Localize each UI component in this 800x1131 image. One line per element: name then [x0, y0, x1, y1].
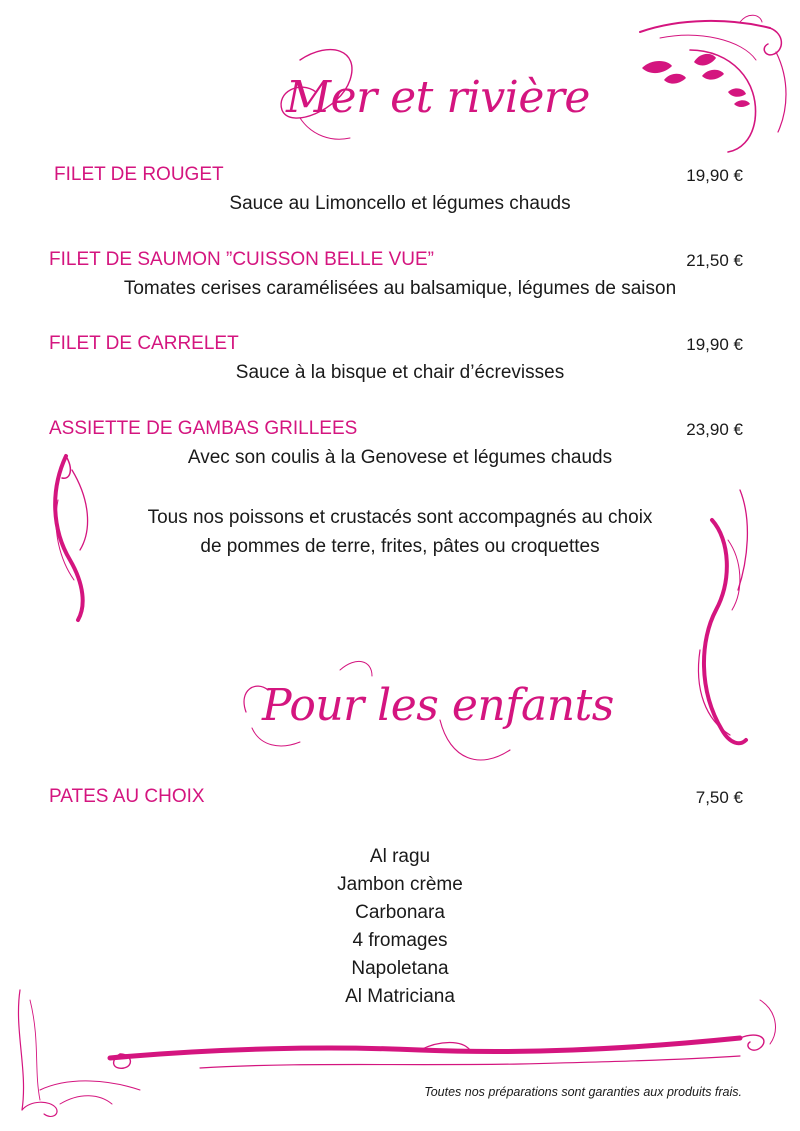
dish-description: Tomates cerises caramélisées au balsamique, légumes de saison: [123, 278, 677, 299]
footer-note: Toutes nos préparations sont garanties aux produits frais.: [424, 1085, 742, 1099]
dish-price: 19,90 €: [686, 335, 743, 354]
leaf-cluster: [642, 54, 750, 107]
dish-description: Avec son coulis à la Genovese et légumes chauds: [187, 447, 613, 468]
dish-name: PATES AU CHOIX: [49, 786, 205, 807]
list-item: 4 fromages: [352, 930, 448, 951]
list-item: Al Matriciana: [345, 986, 455, 1007]
pasta-choices-list: [0, 843, 800, 1011]
dish-row: [49, 333, 743, 355]
list-item: Carbonara: [355, 902, 445, 923]
dish-name: FILET DE CARRELET: [49, 333, 239, 354]
dish-description: Sauce à la bisque et chair d’écrevisses: [235, 362, 565, 383]
dish-price: 19,90 €: [686, 166, 743, 185]
dish-row: [49, 164, 743, 186]
dish-price: 23,90 €: [686, 420, 743, 439]
dish-name: FILET DE ROUGET: [54, 164, 224, 185]
section-title-kids: Pour les enfants: [262, 680, 614, 731]
note-line: Tous nos poissons et crustacés sont accompagnés au choix: [147, 507, 653, 528]
note-line: de pommes de terre, frites, pâtes ou croquettes: [200, 536, 600, 557]
list-item: Jambon crème: [337, 874, 463, 895]
dish-price: 7,50 €: [695, 788, 743, 807]
dish-row: [49, 786, 743, 808]
bottom-flourish: [40, 1000, 775, 1090]
list-item: Al ragu: [369, 846, 431, 867]
dish-row: [49, 249, 743, 271]
dish-name: ASSIETTE DE GAMBAS GRILLEES: [49, 418, 358, 439]
accompaniment-note: [0, 503, 800, 561]
section-title-sea: Mer et rivière: [286, 72, 590, 123]
dish-price: 21,50 €: [686, 251, 743, 270]
top-right-flourish: [640, 15, 786, 152]
dish-name: FILET DE SAUMON ”CUISSON BELLE VUE”: [49, 249, 435, 270]
list-item: Napoletana: [351, 958, 449, 979]
dish-description: Sauce au Limoncello et légumes chauds: [229, 193, 571, 214]
dish-row: [49, 418, 743, 440]
